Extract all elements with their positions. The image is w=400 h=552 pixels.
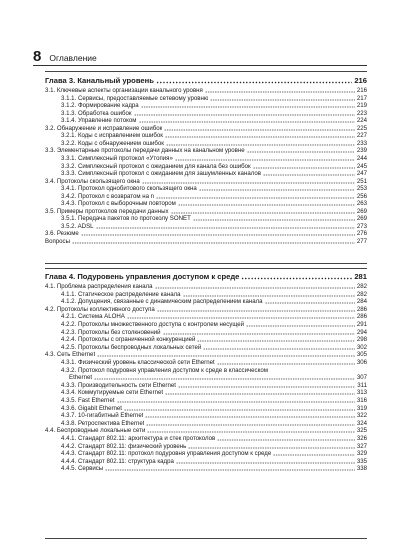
dot-leader bbox=[197, 335, 354, 342]
dot-leader bbox=[205, 86, 355, 93]
entry-title: 3.3.1. Симплексный протокол «Утопия» bbox=[61, 154, 173, 162]
entry-page-number: 319 bbox=[356, 404, 367, 412]
entry-page-number: 302 bbox=[356, 343, 367, 351]
dot-leader bbox=[270, 366, 355, 373]
dot-leader bbox=[163, 328, 355, 335]
entry-title: 4.2.2. Протоколы множественного доступа с контролем несущей bbox=[61, 321, 245, 328]
entry-page-number: 294 bbox=[356, 328, 367, 336]
entry-page-number: 256 bbox=[356, 192, 367, 200]
entry-title: Глава 4. Подуровень управления доступом к среде bbox=[45, 272, 240, 281]
dot-leader bbox=[253, 162, 355, 169]
dot-leader bbox=[199, 184, 355, 191]
dot-leader bbox=[178, 199, 355, 206]
entry-title: 3.1. Ключевые аспекты организации канального уровня bbox=[45, 87, 203, 94]
page-header bbox=[33, 48, 97, 65]
entry-title: 4.4. Беспроводные локальные сети bbox=[45, 427, 146, 435]
entry-page-number: 291 bbox=[356, 321, 367, 328]
entry-title: 4.4.3. Стандарт 802.11: протокол подуровня управления доступом к среде bbox=[61, 450, 272, 458]
dot-leader bbox=[164, 124, 354, 131]
entry-page-number: 282 bbox=[356, 283, 367, 290]
entry-title: 4.4.5. Сервисы bbox=[61, 465, 104, 473]
dot-leader bbox=[141, 101, 355, 108]
dot-leader bbox=[193, 214, 355, 221]
entry-page-number: 281 bbox=[354, 272, 367, 281]
dot-leader bbox=[147, 426, 354, 433]
entry-page-number: 298 bbox=[356, 336, 367, 344]
dot-leader bbox=[188, 442, 355, 449]
dot-leader bbox=[175, 154, 355, 161]
dot-leader bbox=[127, 312, 355, 319]
running-title: Оглавление bbox=[49, 53, 97, 63]
dot-leader bbox=[166, 139, 355, 146]
dot-leader bbox=[217, 434, 355, 441]
dot-leader bbox=[273, 449, 355, 456]
entry-title: 4.2.5. Протоколы беспроводных локальных сетей bbox=[61, 343, 202, 351]
dot-leader bbox=[217, 358, 355, 365]
entry-page-number: 247 bbox=[356, 170, 367, 178]
dot-leader bbox=[183, 290, 355, 297]
dot-leader bbox=[155, 282, 355, 289]
dot-leader bbox=[72, 237, 355, 244]
entry-title: 4.3. Сеть Ethernet bbox=[45, 351, 96, 359]
entry-title: Глава 3. Канальный уровень bbox=[45, 76, 154, 85]
entry-page-number: 217 bbox=[356, 94, 367, 102]
dot-leader bbox=[247, 146, 355, 153]
entry-page-number: 326 bbox=[356, 435, 367, 442]
entry-title: 4.2.1. Система ALOHA bbox=[61, 313, 125, 321]
entry-title: 4.3.6. Gigabit Ethernet bbox=[61, 404, 122, 412]
entry-title: 3.4.1. Протокол однобитового скользящего окна bbox=[61, 185, 197, 193]
entry-title: 3.2.1. Коды с исправлением ошибок bbox=[61, 132, 163, 140]
entry-title: 4.3.8. Ретроспектива Ethernet bbox=[61, 419, 145, 427]
dot-leader bbox=[124, 404, 355, 411]
entry-title: 4.3.2. Протокол подуровня управления доступом к среде в классическом bbox=[61, 366, 268, 374]
dot-leader bbox=[105, 464, 355, 471]
entry-title: 4.2.3. Протоколы без столкновений bbox=[61, 328, 161, 336]
dot-leader bbox=[134, 109, 355, 116]
dot-leader bbox=[97, 350, 355, 357]
entry-title: 4.1.1. Статическое распределение канала bbox=[61, 290, 181, 298]
entry-page-number: 322 bbox=[356, 412, 367, 420]
entry-page-number: 219 bbox=[356, 102, 367, 110]
entry-title: 3.5.1. Передача пакетов по протоколу SONET bbox=[61, 215, 191, 223]
entry-title: 4.3.7. 10-гигабитный Ethernet bbox=[61, 412, 144, 420]
entry-page-number: 216 bbox=[354, 76, 367, 85]
entry-page-number: 306 bbox=[356, 359, 367, 366]
dot-leader bbox=[165, 388, 355, 395]
entry-title: 3.5.2. ADSL bbox=[61, 222, 94, 230]
entry-title: 3.4.2. Протокол с возвратом на n bbox=[61, 192, 155, 200]
dot-leader bbox=[203, 343, 355, 350]
entry-title: 3.6. Резюме bbox=[45, 230, 79, 238]
dot-leader bbox=[171, 207, 355, 214]
dot-leader bbox=[263, 169, 355, 176]
entry-title: 4.1.2. Допущения, связанные с динамическим распределением канала bbox=[61, 298, 263, 306]
chapter-heading[interactable] bbox=[45, 76, 367, 85]
entry-page-number: 225 bbox=[356, 124, 367, 132]
entry-page-number: 335 bbox=[356, 457, 367, 465]
entry-page-number: 223 bbox=[356, 109, 367, 117]
entry-page-number: 239 bbox=[356, 147, 367, 155]
entry-page-number: 311 bbox=[357, 381, 367, 389]
entry-title: 3.2. Обнаружение и исправление ошибок bbox=[45, 124, 163, 132]
entry-page-number: 269 bbox=[356, 215, 367, 223]
entry-title: 3.3. Элементарные протоколы передачи данных на канальном уровне bbox=[45, 147, 245, 155]
dot-leader bbox=[165, 131, 355, 138]
dot-leader bbox=[142, 177, 355, 184]
dot-leader bbox=[210, 94, 354, 101]
entry-page-number: 227 bbox=[356, 132, 367, 140]
entry-page-number: 307 bbox=[356, 374, 367, 382]
entry-title: 3.1.2. Формирование кадра bbox=[61, 102, 139, 110]
entry-title: 4.4.1. Стандарт 802.11: архитектура и стек протоколов bbox=[61, 435, 216, 442]
toc-entry[interactable] bbox=[45, 237, 367, 245]
dot-leader bbox=[178, 381, 355, 388]
dot-leader bbox=[117, 396, 355, 403]
entry-page-number: 305 bbox=[356, 351, 367, 359]
entry-page-number: 245 bbox=[356, 162, 367, 170]
dot-leader bbox=[81, 229, 355, 236]
entry-title: 3.1.1. Сервисы, предоставляемые сетевому уровню bbox=[61, 94, 209, 102]
entry-page-number: 324 bbox=[356, 419, 367, 427]
entry-page-number: 216 bbox=[356, 87, 367, 94]
entry-title: 3.3.3. Симплексный протокол с ожиданием для зашумленных каналов bbox=[61, 170, 261, 178]
dot-leader bbox=[176, 457, 355, 464]
toc-entry[interactable] bbox=[45, 464, 367, 472]
entry-title: 4.3.5. Fast Ethernet bbox=[61, 397, 115, 404]
entry-title: Ethernet bbox=[69, 374, 93, 382]
entry-page-number: 276 bbox=[356, 230, 367, 238]
entry-title: 3.2.2. Коды с обнаружением ошибок bbox=[61, 139, 164, 147]
entry-title: 3.4.3. Протокол с выборочным повтором bbox=[61, 200, 176, 208]
entry-page-number: 313 bbox=[356, 389, 367, 397]
entry-title: 3.3.2. Симплексный протокол с ожиданием для канала без ошибок bbox=[61, 162, 251, 170]
dot-leader bbox=[139, 116, 355, 123]
entry-title: Вопросы bbox=[45, 238, 70, 245]
entry-page-number: 286 bbox=[356, 313, 367, 321]
entry-page-number: 269 bbox=[356, 207, 367, 215]
entry-page-number: 251 bbox=[356, 177, 367, 185]
dot-leader bbox=[265, 297, 355, 304]
page-number: 8 bbox=[33, 48, 42, 65]
entry-page-number: 327 bbox=[356, 442, 367, 450]
entry-page-number: 273 bbox=[356, 222, 367, 230]
entry-page-number: 233 bbox=[356, 139, 367, 147]
dot-leader bbox=[94, 373, 355, 380]
entry-title: 4.3.3. Производительность сети Ethernet bbox=[61, 381, 176, 389]
entry-page-number: 263 bbox=[356, 200, 367, 208]
entry-title: 4.4.2. Стандарт 802.11: физический уровень bbox=[61, 442, 187, 450]
entry-page-number: 286 bbox=[356, 305, 367, 313]
entry-page-number: 282 bbox=[356, 290, 367, 298]
entry-page-number: 325 bbox=[356, 427, 367, 435]
entry-page-number: 244 bbox=[356, 154, 367, 162]
entry-page-number: 284 bbox=[356, 298, 367, 306]
dot-leader bbox=[96, 222, 355, 229]
entry-title: 4.1. Проблема распределения канала bbox=[45, 283, 153, 290]
entry-title: 3.4. Протоколы скользящего окна bbox=[45, 177, 140, 185]
entry-title: 4.2. Протоколы коллективного доступа bbox=[45, 305, 155, 313]
dot-leader bbox=[241, 272, 352, 280]
dot-leader bbox=[146, 419, 354, 426]
entry-page-number: 253 bbox=[356, 185, 367, 193]
entry-page-number: 316 bbox=[356, 397, 367, 404]
entry-title: 4.2.4. Протоколы с ограниченной конкуренцией bbox=[61, 336, 196, 344]
dot-leader bbox=[156, 192, 355, 199]
entry-title: 4.3.1. Физический уровень классической сети Ethernet bbox=[61, 359, 215, 366]
header-rule bbox=[33, 65, 367, 66]
entry-title: 4.4.4. Стандарт 802.11: структура кадра bbox=[61, 457, 174, 465]
entry-title: 3.1.4. Управление потоком bbox=[61, 117, 137, 125]
entry-title: 4.3.4. Коммутируемые сети Ethernet bbox=[61, 389, 164, 397]
entry-page-number: 329 bbox=[356, 450, 367, 458]
entry-page-number: 277 bbox=[356, 238, 367, 245]
entry-page-number: 338 bbox=[356, 465, 367, 473]
dot-leader bbox=[145, 411, 354, 418]
dot-leader bbox=[157, 305, 355, 312]
dot-leader bbox=[156, 76, 352, 84]
dot-leader bbox=[246, 320, 355, 327]
entry-title: 3.5. Примеры протоколов передачи данных bbox=[45, 207, 169, 215]
chapter-heading[interactable] bbox=[45, 272, 367, 281]
entry-title: 3.1.3. Обработка ошибок bbox=[61, 109, 132, 117]
entry-page-number: 224 bbox=[356, 117, 367, 125]
